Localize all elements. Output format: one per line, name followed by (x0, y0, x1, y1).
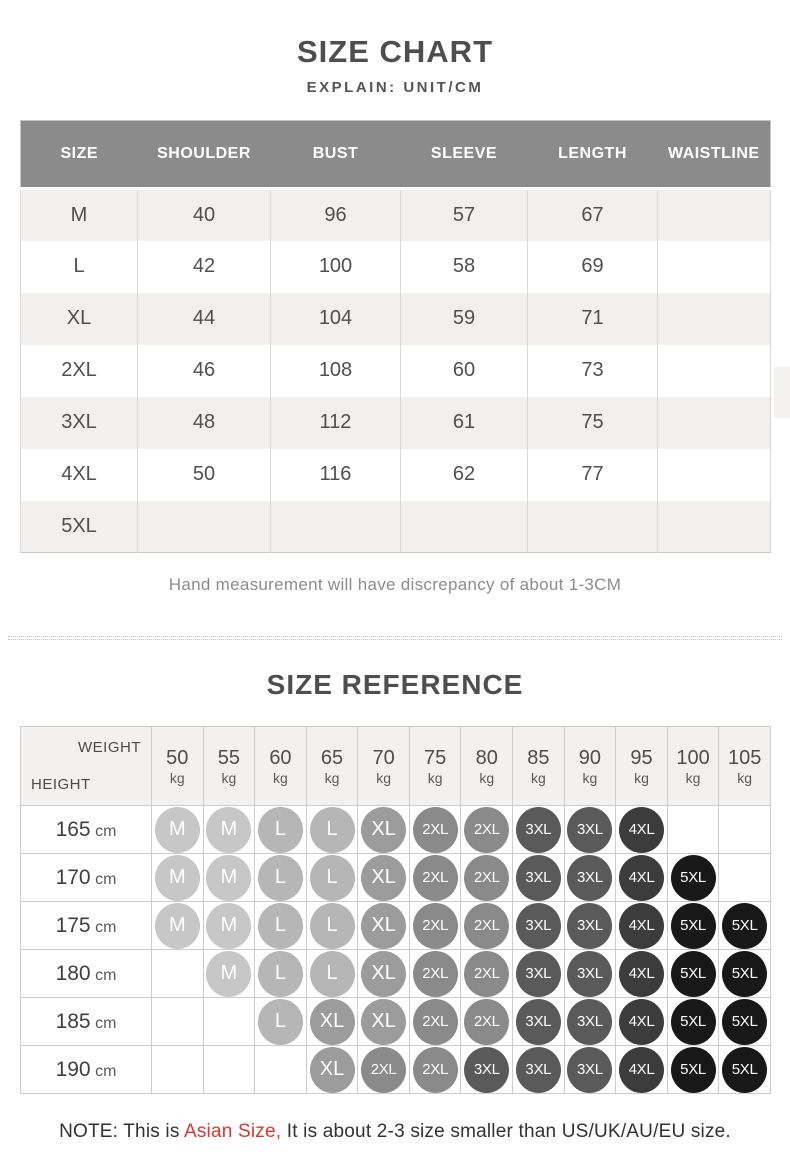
measurement-value: 46 (138, 345, 271, 397)
measurement-value (401, 501, 528, 553)
size-cell (306, 1046, 358, 1094)
size-cell (409, 854, 461, 902)
size-badge-3xl: 3XL (567, 951, 612, 997)
size-cell (358, 1046, 410, 1094)
size-cell (461, 1046, 513, 1094)
weight-unit: kg (685, 769, 701, 786)
measurement-value: 96 (271, 189, 401, 241)
size-badge-2xl: 2XL (413, 807, 458, 853)
measurement-value: 112 (271, 397, 401, 449)
weight-header-85kg (513, 727, 565, 806)
size-cell (306, 902, 358, 950)
size-badge-xl: XL (361, 903, 406, 949)
size-badge-xl: XL (361, 951, 406, 997)
size-badge-2xl: 2XL (413, 1047, 458, 1093)
measurement-value: 62 (401, 449, 528, 501)
measurement-value: 108 (271, 345, 401, 397)
size-badge-l: L (310, 807, 355, 853)
measurement-value: 104 (271, 293, 401, 345)
size-row-4xl (21, 449, 771, 501)
size-badge-l: L (258, 855, 303, 901)
size-badge-5xl: 5XL (671, 855, 716, 901)
size-cell (461, 806, 513, 854)
size-cell (564, 806, 616, 854)
height-value: 175 (55, 913, 91, 937)
footer-note (0, 1121, 790, 1143)
empty-cell (152, 998, 204, 1046)
empty-cell (152, 1046, 204, 1094)
weight-header-90kg (564, 727, 616, 806)
size-cell (513, 854, 565, 902)
measurement-value: 48 (138, 397, 271, 449)
size-badge-2xl: 2XL (464, 903, 509, 949)
size-cell (564, 902, 616, 950)
empty-cell (667, 806, 719, 854)
weight-unit: kg (582, 769, 598, 786)
size-badge-l: L (258, 999, 303, 1045)
weight-header-70kg (358, 727, 410, 806)
size-cell (667, 998, 719, 1046)
size-badge-2xl: 2XL (413, 855, 458, 901)
weight-value: 105 (727, 746, 762, 769)
column-header-bust: BUST (271, 121, 401, 189)
size-cell (513, 998, 565, 1046)
dotted-divider (8, 636, 782, 640)
size-cell (306, 998, 358, 1046)
weight-value: 60 (269, 746, 292, 769)
measurement-value: 57 (401, 189, 528, 241)
height-unit: cm (90, 966, 117, 984)
size-badge-4xl: 4XL (619, 855, 664, 901)
measurement-value (658, 501, 771, 553)
weight-value: 90 (578, 746, 602, 769)
column-header-shoulder: SHOULDER (138, 121, 271, 189)
size-cell (203, 902, 255, 950)
size-badge-3xl: 3XL (567, 999, 612, 1045)
size-badge-l: L (310, 855, 355, 901)
size-cell (255, 854, 307, 902)
weight-value: 80 (475, 746, 498, 769)
size-badge-xl: XL (361, 855, 406, 901)
size-reference-table (20, 726, 771, 1094)
height-value: 190 (55, 1057, 91, 1081)
measurement-value (658, 241, 771, 293)
weight-unit: kg (479, 769, 495, 786)
weight-header-55kg (203, 727, 255, 806)
size-cell (152, 854, 204, 902)
weight-unit: kg (530, 769, 546, 786)
corner-height-label: HEIGHT (31, 776, 91, 793)
size-badge-3xl: 3XL (516, 999, 561, 1045)
size-label: XL (21, 293, 138, 345)
measurement-value (658, 189, 771, 241)
size-badge-m: M (155, 807, 200, 853)
weight-value: 55 (217, 746, 240, 769)
size-cell (513, 806, 565, 854)
size-badge-2xl: 2XL (361, 1047, 406, 1093)
size-badge-2xl: 2XL (464, 855, 509, 901)
measurement-value: 69 (528, 241, 658, 293)
size-cell (667, 902, 719, 950)
size-cell (616, 950, 668, 998)
column-header-size: SIZE (21, 121, 138, 189)
size-cell (358, 806, 410, 854)
empty-cell (152, 950, 204, 998)
height-row-165cm (21, 806, 771, 854)
measurement-value: 42 (138, 241, 271, 293)
right-edge-artifact (774, 367, 790, 418)
height-unit: cm (90, 1014, 117, 1032)
weight-value: 95 (630, 746, 653, 769)
empty-cell (255, 1046, 307, 1094)
size-badge-3xl: 3XL (464, 1047, 509, 1093)
size-cell (255, 998, 307, 1046)
height-label (21, 998, 152, 1046)
empty-cell (719, 806, 771, 854)
height-row-170cm (21, 854, 771, 902)
size-cell (461, 854, 513, 902)
weight-height-corner-cell (21, 727, 152, 806)
page-subtitle: EXPLAIN: UNIT/CM (306, 79, 484, 96)
weight-header-65kg (306, 727, 358, 806)
size-badge-l: L (258, 951, 303, 997)
page-title: SIZE CHART (297, 34, 493, 69)
size-cell (719, 1046, 771, 1094)
weight-header-105kg (719, 727, 771, 806)
size-badge-xl: XL (310, 1047, 355, 1093)
size-badge-3xl: 3XL (567, 807, 612, 853)
size-cell (564, 950, 616, 998)
size-badge-5xl: 5XL (671, 1047, 716, 1093)
height-label (21, 1046, 152, 1094)
height-unit: cm (90, 918, 117, 936)
size-cell (513, 1046, 565, 1094)
size-cell (564, 998, 616, 1046)
weight-unit: kg (273, 769, 288, 786)
size-cell (461, 950, 513, 998)
size-cell (616, 854, 668, 902)
size-badge-3xl: 3XL (516, 1047, 561, 1093)
size-badge-3xl: 3XL (516, 855, 561, 901)
measurement-value (138, 501, 271, 553)
size-badge-4xl: 4XL (619, 999, 664, 1045)
measurement-value: 75 (528, 397, 658, 449)
size-badge-l: L (310, 951, 355, 997)
size-cell (461, 998, 513, 1046)
size-cell (513, 902, 565, 950)
size-cell (564, 1046, 616, 1094)
size-badge-5xl: 5XL (671, 999, 716, 1045)
size-badge-m: M (206, 951, 251, 997)
size-chart-table (20, 120, 771, 553)
size-badge-m: M (206, 903, 251, 949)
measurement-value: 60 (401, 345, 528, 397)
column-header-sleeve: SLEEVE (401, 121, 528, 189)
size-cell (409, 1046, 461, 1094)
size-badge-5xl: 5XL (722, 1047, 767, 1093)
size-row-2xl (21, 345, 771, 397)
size-cell (667, 1046, 719, 1094)
measurement-note: Hand measurement will have discrepancy of about 1-3CM (168, 575, 622, 594)
size-cell (306, 806, 358, 854)
size-badge-xl: XL (361, 999, 406, 1045)
size-cell (358, 998, 410, 1046)
measurement-value (528, 501, 658, 553)
empty-cell (203, 998, 255, 1046)
size-badge-2xl: 2XL (464, 807, 509, 853)
size-label: L (21, 241, 138, 293)
measurement-value: 44 (138, 293, 271, 345)
measurement-value: 59 (401, 293, 528, 345)
size-cell (409, 950, 461, 998)
size-badge-2xl: 2XL (464, 951, 509, 997)
size-cell (616, 902, 668, 950)
size-badge-2xl: 2XL (413, 951, 458, 997)
column-header-waistline: WAISTLINE (658, 121, 771, 189)
column-header-length: LENGTH (528, 121, 658, 189)
height-value: 170 (55, 865, 91, 889)
size-cell (513, 950, 565, 998)
size-badge-l: L (258, 807, 303, 853)
weight-header-95kg (616, 727, 668, 806)
size-cell (564, 854, 616, 902)
height-unit: cm (90, 822, 117, 840)
empty-cell (203, 1046, 255, 1094)
size-row-3xl (21, 397, 771, 449)
measurement-value: 71 (528, 293, 658, 345)
size-cell (461, 902, 513, 950)
weight-header-60kg (255, 727, 307, 806)
size-badge-5xl: 5XL (671, 951, 716, 997)
footer-note-suffix: It is about 2-3 size smaller than US/UK/AU/EU size. (281, 1121, 731, 1142)
size-cell (719, 902, 771, 950)
weight-header-75kg (409, 727, 461, 806)
height-row-175cm (21, 902, 771, 950)
size-badge-3xl: 3XL (516, 951, 561, 997)
size-row-m (21, 189, 771, 241)
size-cell (719, 998, 771, 1046)
weight-unit: kg (324, 769, 340, 786)
weight-value: 75 (424, 746, 447, 769)
weight-value: 100 (676, 746, 710, 769)
height-row-190cm (21, 1046, 771, 1094)
size-badge-2xl: 2XL (413, 903, 458, 949)
size-cell (203, 854, 255, 902)
measurement-value: 77 (528, 449, 658, 501)
size-label: 2XL (21, 345, 138, 397)
measurement-value: 40 (138, 189, 271, 241)
weight-value: 50 (166, 746, 189, 769)
measurement-value (658, 397, 771, 449)
size-badge-5xl: 5XL (671, 903, 716, 949)
size-badge-l: L (258, 903, 303, 949)
size-badge-3xl: 3XL (567, 1047, 612, 1093)
size-badge-xl: XL (310, 999, 355, 1045)
height-label (21, 950, 152, 998)
height-label (21, 902, 152, 950)
weight-unit: kg (737, 769, 753, 786)
size-label: M (21, 189, 138, 241)
weight-header-100kg (667, 727, 719, 806)
measurement-value (658, 345, 771, 397)
size-cell (358, 854, 410, 902)
height-label (21, 854, 152, 902)
weight-unit: kg (221, 769, 237, 786)
footer-note-prefix: NOTE: This is (59, 1121, 184, 1142)
height-value: 180 (55, 961, 91, 985)
empty-cell (719, 854, 771, 902)
size-badge-5xl: 5XL (722, 903, 767, 949)
size-cell (719, 950, 771, 998)
size-badge-5xl: 5XL (722, 951, 767, 997)
height-unit: cm (90, 870, 117, 888)
size-badge-m: M (155, 855, 200, 901)
corner-weight-label: WEIGHT (78, 739, 141, 756)
size-reference-title: SIZE REFERENCE (266, 669, 524, 700)
height-label (21, 806, 152, 854)
size-cell (152, 806, 204, 854)
weight-header-80kg (461, 727, 513, 806)
size-badge-m: M (155, 903, 200, 949)
size-badge-3xl: 3XL (567, 903, 612, 949)
weight-unit: kg (376, 769, 391, 786)
size-label: 3XL (21, 397, 138, 449)
weight-unit: kg (427, 769, 443, 786)
size-cell (616, 1046, 668, 1094)
size-reference-header-row (21, 727, 771, 806)
size-badge-4xl: 4XL (619, 1047, 664, 1093)
measurement-value (658, 293, 771, 345)
size-row-l (21, 241, 771, 293)
size-cell (409, 902, 461, 950)
size-badge-xl: XL (361, 807, 406, 853)
weight-value: 70 (372, 746, 395, 769)
size-label: 5XL (21, 501, 138, 553)
weight-value: 65 (320, 746, 344, 769)
size-badge-l: L (310, 903, 355, 949)
measurement-value: 50 (138, 449, 271, 501)
size-badge-3xl: 3XL (516, 807, 561, 853)
size-badge-3xl: 3XL (567, 855, 612, 901)
size-badge-4xl: 4XL (619, 903, 664, 949)
weight-header-50kg (152, 727, 204, 806)
size-cell (203, 806, 255, 854)
measurement-value: 100 (271, 241, 401, 293)
measurement-value: 73 (528, 345, 658, 397)
size-cell (409, 806, 461, 854)
weight-value: 85 (527, 746, 550, 769)
size-cell (152, 902, 204, 950)
size-cell (409, 998, 461, 1046)
size-cell (255, 806, 307, 854)
size-badge-2xl: 2XL (413, 999, 458, 1045)
measurement-value (271, 501, 401, 553)
size-row-xl (21, 293, 771, 345)
measurement-value (658, 449, 771, 501)
size-cell (255, 950, 307, 998)
weight-unit: kg (169, 769, 185, 786)
measurement-value: 61 (401, 397, 528, 449)
size-chart-header-row (21, 121, 771, 189)
size-cell (667, 950, 719, 998)
size-cell (667, 854, 719, 902)
size-cell (358, 950, 410, 998)
weight-unit: kg (634, 769, 649, 786)
size-label: 4XL (21, 449, 138, 501)
height-unit: cm (90, 1062, 117, 1080)
size-badge-2xl: 2XL (464, 999, 509, 1045)
asian-size-highlight: Asian Size, (183, 1121, 282, 1142)
size-badge-m: M (206, 855, 251, 901)
height-row-180cm (21, 950, 771, 998)
size-cell (203, 950, 255, 998)
size-cell (616, 806, 668, 854)
height-value: 185 (55, 1009, 91, 1033)
size-cell (306, 950, 358, 998)
height-value: 165 (55, 817, 91, 841)
size-badge-3xl: 3XL (516, 903, 561, 949)
height-row-185cm (21, 998, 771, 1046)
size-badge-m: M (206, 807, 251, 853)
size-cell (358, 902, 410, 950)
size-badge-4xl: 4XL (619, 807, 664, 853)
size-cell (616, 998, 668, 1046)
size-cell (255, 902, 307, 950)
measurement-value: 58 (401, 241, 528, 293)
size-badge-4xl: 4XL (619, 951, 664, 997)
measurement-value: 67 (528, 189, 658, 241)
size-cell (306, 854, 358, 902)
size-row-5xl (21, 501, 771, 553)
measurement-value: 116 (271, 449, 401, 501)
size-badge-5xl: 5XL (722, 999, 767, 1045)
